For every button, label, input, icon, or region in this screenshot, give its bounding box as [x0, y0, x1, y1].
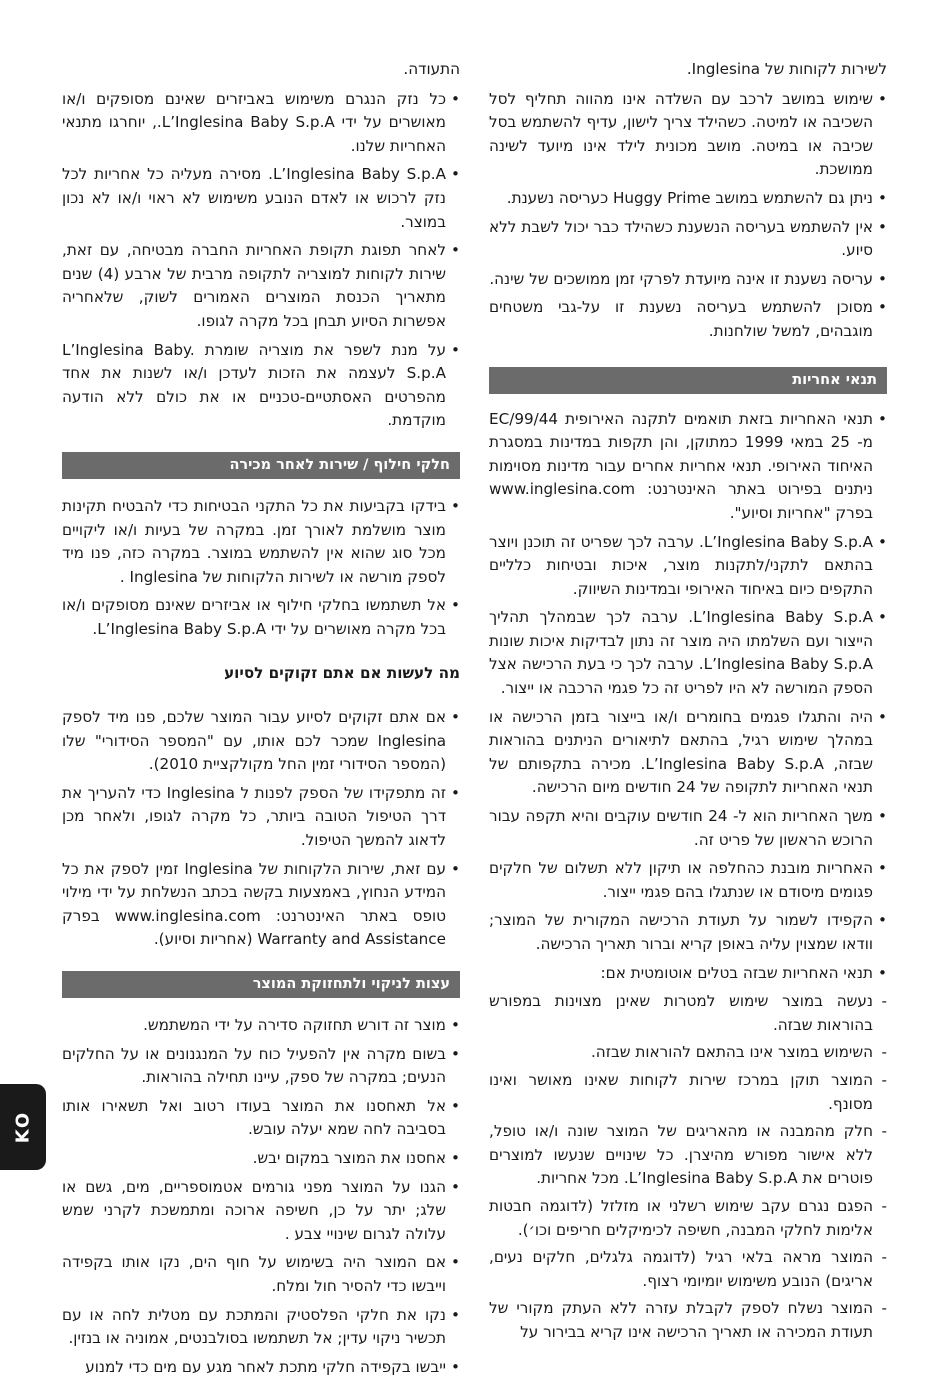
list-item: • עם זאת, שירות הלקוחות של Inglesina זמין לספק את כל המידע הנחוץ, באמצעות בקשה בכתב הנשלחת על ידי מילוי טופס באתר האינטרנט: www.inglesina.com בפרק Warranty and Assistance (אחריות וסיוע).	[62, 858, 460, 952]
intro-line: לשירות לקוחות של Inglesina.	[686, 60, 887, 78]
list-item: - המוצר נשלח לספק לקבלת עזרה ללא העתק מקורי של תעודת המכירה או תאריך הרכישה אינו קריא בבירור על	[489, 1297, 887, 1344]
list-item: • הגנו על המוצר מפני גורמים אטמוספריים, מים, גשם או שלג; יתר על כן, חשיפה ארוכה ומתמשכת לקרני שמש עלולה לגרום שינויי צבע .	[62, 1176, 460, 1247]
list-item: • מוצר זה דורש תחזוקה סדירה על ידי המשתמש.	[62, 1014, 460, 1038]
spare-bullets	[62, 495, 460, 642]
list-item: • לאחר תפוגת תקופת האחריות החברה מבטיחה, עם זאת, שירות לקוחות למוצריה לתקופה מרבית של ארבע (4) שנים מתאריך הכנסת המוצרים האמורים לשוק, שלאחריה אפשרות הסיוע תבחן בכל מקרה לגופו.	[62, 239, 460, 333]
list-item: • L’Inglesina Baby S.p.A. מסירה מעליה כל אחריות לכל נזק לרכוש או לאדם הנובע משימוש לא ראוי ו/או לא נכון במוצר.	[62, 163, 460, 234]
list-item: • משך האחריות הוא ל- 24 חודשים עוקבים והיא תקפה עבור הרוכש הראשון של פריט זה.	[489, 805, 887, 852]
list-item: - חלק מהמבנה או מהאריגים של המוצר שונה ו/או טופל, ללא אישור מפורש מהיצרן. כל שינויים שנעשו למוצרים פוטרים את L’Inglesina Baby S.p.A. מכל אחריות.	[489, 1120, 887, 1191]
list-item: • אחסנו את המוצר במקום יבש.	[62, 1147, 460, 1171]
warranty-bullets	[489, 408, 887, 986]
cont-bullets	[62, 88, 460, 433]
list-item: • תנאי האחריות בזאת תואמים לתקנה האירופית EC/99/44 מ- 25 במאי 1999 כמתוקן, והן תקפות במדינות במסגרת האיחוד האירופי. תנאי אחריות אחרים עבור מדינות מסוימות ניתנים בפירוט באתר האינטרנט: www.inglesina.com בפרק "אחריות וסיוע".	[489, 408, 887, 526]
list-item: • בשום מקרה אין להפעיל כוח על המנגנונים או על החלקים הנעים; במקרה של ספק, עיינו תחילה בהוראות.	[62, 1043, 460, 1090]
list-item: • אין להשתמש בעריסה הנשענת כשהילד כבר יכול לשבת ללא סיוע.	[489, 216, 887, 263]
spare-parts-section-header: חלקי חילוף / שירות לאחר מכירה	[62, 452, 460, 479]
list-item: • אם אתם זקוקים לסיוע עבור המוצר שלכם, פנו מיד לספק Inglesina שמכר לכם אותו, עם "המספר הסידורי" שלו (המספר הסידורי זמין החל מקולקציית 2010).	[62, 706, 460, 777]
list-item: • אל תשתמשו בחלקי חילוף או אביזרים שאינם מסופקים ו/או בכל מקרה מאושרים על ידי L’Inglesina Baby S.p.A.	[62, 594, 460, 641]
list-item: • עריסה נשענת זו אינה מיועדת לפרקי זמן ממושכים של שינה.	[489, 268, 887, 292]
care-bullets	[62, 1014, 460, 1379]
list-item: • על מנת לשפר את מוצריה שומרת L’Inglesina Baby. S.p.A לעצמה את הזכות לעדכן ו/או לשנות את אחד מהפרטים האסתטיים-טכניים או את כולם ללא הודעה מוקדמת.	[62, 339, 460, 433]
right-column	[489, 58, 887, 1349]
list-item: • הקפידו לשמור על תעודת הרכישה המקורית של המוצר; וודאו שמצוין עליה באופן קריא וברור תאריך הרכישה.	[489, 909, 887, 956]
help-subheading: מה לעשות אם אתם זקוקים לסיוע	[224, 664, 460, 683]
list-item: • היה והתגלו פגמים בחומרים ו/או בייצור בזמן הרכישה או במהלך שימוש רגיל, בהתאם לתיאורים הניתנים בהוראות שבזה, L’Inglesina Baby S.p.A. מכירה בתקפותם של תנאי האחריות לתקופה של 24 חודשים מיום הרכישה.	[489, 706, 887, 800]
list-item: • ניתן גם להשתמש במושב Huggy Prime כעריסה נשענת.	[489, 187, 887, 211]
list-item: • תנאי האחריות שבזה בטלים אוטומטית אם:	[489, 962, 887, 986]
list-item: - נעשה במוצר שימוש למטרות שאינן מצוינות במפורש בהוראות שבזה.	[489, 990, 887, 1037]
list-item: - הפגם נגרם עקב שימוש רשלני או מזלזל (לדוגמה חבטות אלימות לחלקי המבנה, חשיפה לכימיקלים חריפים וכו׳).	[489, 1195, 887, 1242]
intro-bullets	[489, 88, 887, 344]
list-item: • זה מתפקידו של הספק לפנות ל Inglesina כדי להעריך את דרך הטיפול הטובה ביותר, כל מקרה לגופו, ולאחר מכן לדאוג להמשך הטיפול.	[62, 782, 460, 853]
list-item: • שימוש במושב לרכב עם השלדה אינו מהווה תחליף לסל השכיבה או למיטה. כשהילד צריך לישון, עדיף להשתמש בסל שכיבה או במיטה. מושב מכונית לילד אינו מיועד לשינה ממושכת.	[489, 88, 887, 182]
list-item: • האחריות מובנת כהחלפה או תיקון ללא תשלום של חלקים פגומים מיסודם או שנתגלו בהם פגמי ייצור.	[489, 857, 887, 904]
list-item: - המוצר מראה בלאי רגיל (לדוגמה גלגלים, חלקים נעים, אריגים) הנובע משימוש יומיומי רצוף.	[489, 1246, 887, 1293]
list-item: • ייבשו בקפידה חלקי מתכת לאחר מגע עם מים כדי למנוע	[62, 1356, 460, 1380]
list-item: - המוצר תוקן במרכז שירות לקוחות שאינו מאושר ואינו מסונף.	[489, 1069, 887, 1116]
help-bullets	[62, 706, 460, 952]
care-section-header: עצות לניקוי ולתחזוקת המוצר	[62, 971, 460, 998]
continuation-text: התעודה.	[403, 60, 460, 78]
warranty-section-header: תנאי אחריות	[489, 367, 887, 394]
list-item: • אל תאחסנו את המוצר בעודו רטוב ואל תשאירו אותו בסביבה לחה שמא יעלה עובש.	[62, 1095, 460, 1142]
list-item: - השימוש במוצר אינו בהתאם להוראות שבזה.	[489, 1041, 887, 1065]
list-item: • כל נזק הנגרם משימוש באביזרים שאינם מסופקים ו/או מאושרים על ידי L’Inglesina Baby S.p.A., יוחרגו מתנאי האחריות שלנו.	[62, 88, 460, 159]
list-item: • L’Inglesina Baby S.p.A. ערבה לכך שבמהלך תהליך הייצור ועם השלמתו היה מוצר זה נתון לבדיקות איכות שונות L’Inglesina Baby S.p.A. ערבה לכך כי בעת הרכישה אצל הספק המורשה לא היו לפריט זה כל פגמי הרכבה או ייצור.	[489, 606, 887, 700]
language-tab	[0, 1084, 46, 1170]
list-item: • L’Inglesina Baby S.p.A. ערבה לכך שפריט זה תוכנן ויוצר בהתאם לתקני/לתקנות מוצר, איכות ובטיחות כלליים התקפים כיום באיחוד האירופי ובמדינות השיווק.	[489, 531, 887, 602]
left-column	[62, 58, 460, 1384]
void-conditions-list	[489, 990, 887, 1344]
language-tab-label: KO	[12, 1110, 34, 1144]
list-item: • אם המוצר היה בשימוש על חוף הים, נקו אותו בקפידה וייבשו כדי להסיר חול ומלח.	[62, 1251, 460, 1298]
list-item: • בידקו בקביעות את כל התקני הבטיחות כדי להבטיח תקינות מוצר מושלמת לאורך זמן. במקרה של בעיות ו/או ליקויים מכל סוג שהוא אין להשתמש במוצר. במקרה כזה, פנו מיד לספק מורשה או לשירות הלקוחות של Inglesina .	[62, 495, 460, 589]
list-item: • מסוכן להשתמש בעריסה נשענת זו על-גבי משטחים מוגבהים, למשל שולחנות.	[489, 296, 887, 343]
list-item: • נקו את חלקי הפלסטיק והמתכת עם מטלית לחה או עם תכשיר ניקוי עדין; אל תשתמשו בסולבנטים, אמוניה או בנזין.	[62, 1304, 460, 1351]
